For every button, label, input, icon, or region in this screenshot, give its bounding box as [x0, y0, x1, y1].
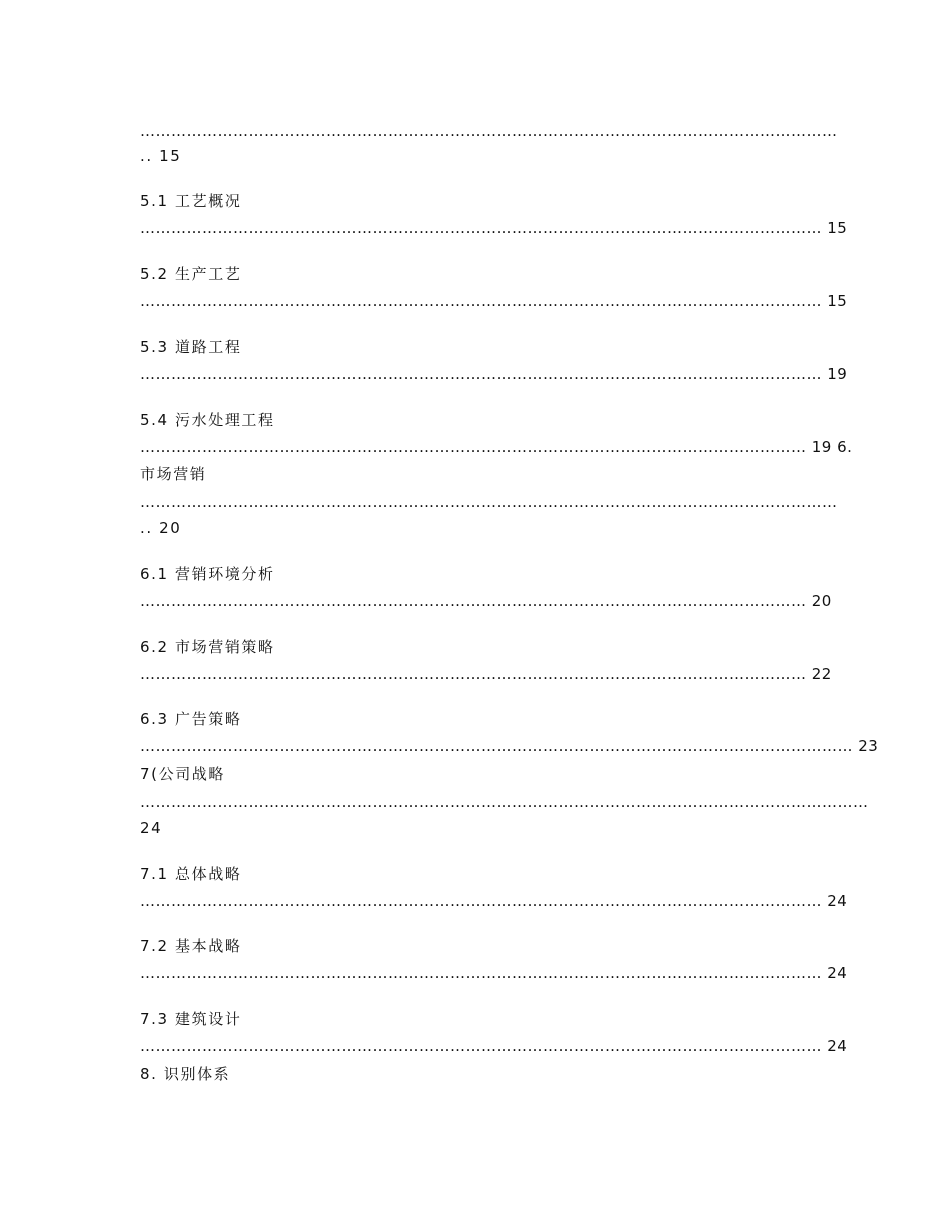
toc-entry-title: 5.2 生产工艺 [140, 265, 242, 283]
toc-entry-title: 6.3 广告策略 [140, 710, 242, 728]
toc-leader-line: ……………………………………………………………………………………………………………………… [140, 122, 838, 140]
toc-leader-line: ………………………………………………………………………………………………………………………… 23 [140, 737, 879, 755]
toc-entry-title: 7(公司战略 [140, 765, 225, 783]
toc-entry-title: 8. 识别体系 [140, 1065, 231, 1083]
toc-leader-line: ………………………………………………………………………………………………………………… 19 6. [140, 438, 853, 456]
toc-leader-line: …………………………………………………………………………………………………………………… 15 [140, 292, 848, 310]
toc-leader-line: …………………………………………………………………………………………………………………… 24 [140, 1037, 848, 1055]
toc-page-number: 24 [140, 819, 163, 837]
toc-entry-title: 7.1 总体战略 [140, 865, 242, 883]
toc-entry-title: 5.4 污水处理工程 [140, 411, 275, 429]
toc-entry-title: 6.2 市场营销策略 [140, 638, 275, 656]
toc-leader-line: ……………………………………………………………………………………………………………………… [140, 493, 838, 511]
toc-entry-title: 6.1 营销环境分析 [140, 565, 275, 583]
toc-leader-line: …………………………………………………………………………………………………………………… 24 [140, 964, 848, 982]
toc-page-number: .. 15 [140, 147, 182, 165]
toc-leader-line: …………………………………………………………………………………………………………………… 19 [140, 365, 848, 383]
toc-leader-line: …………………………………………………………………………………………………………………………… [140, 793, 869, 811]
toc-leader-line: ………………………………………………………………………………………………………………… 20 [140, 592, 832, 610]
toc-entry-title: 5.3 道路工程 [140, 338, 242, 356]
toc-leader-line: ………………………………………………………………………………………………………………… 22 [140, 665, 832, 683]
toc-page-number: .. 20 [140, 519, 182, 537]
toc-entry-title: 5.1 工艺概况 [140, 192, 242, 210]
toc-leader-line: …………………………………………………………………………………………………………………… 15 [140, 219, 848, 237]
toc-entry-title: 7.2 基本战略 [140, 937, 242, 955]
toc-entry-title: 7.3 建筑设计 [140, 1010, 242, 1028]
toc-leader-line: …………………………………………………………………………………………………………………… 24 [140, 892, 848, 910]
toc-entry-title: 市场营销 [140, 465, 207, 483]
